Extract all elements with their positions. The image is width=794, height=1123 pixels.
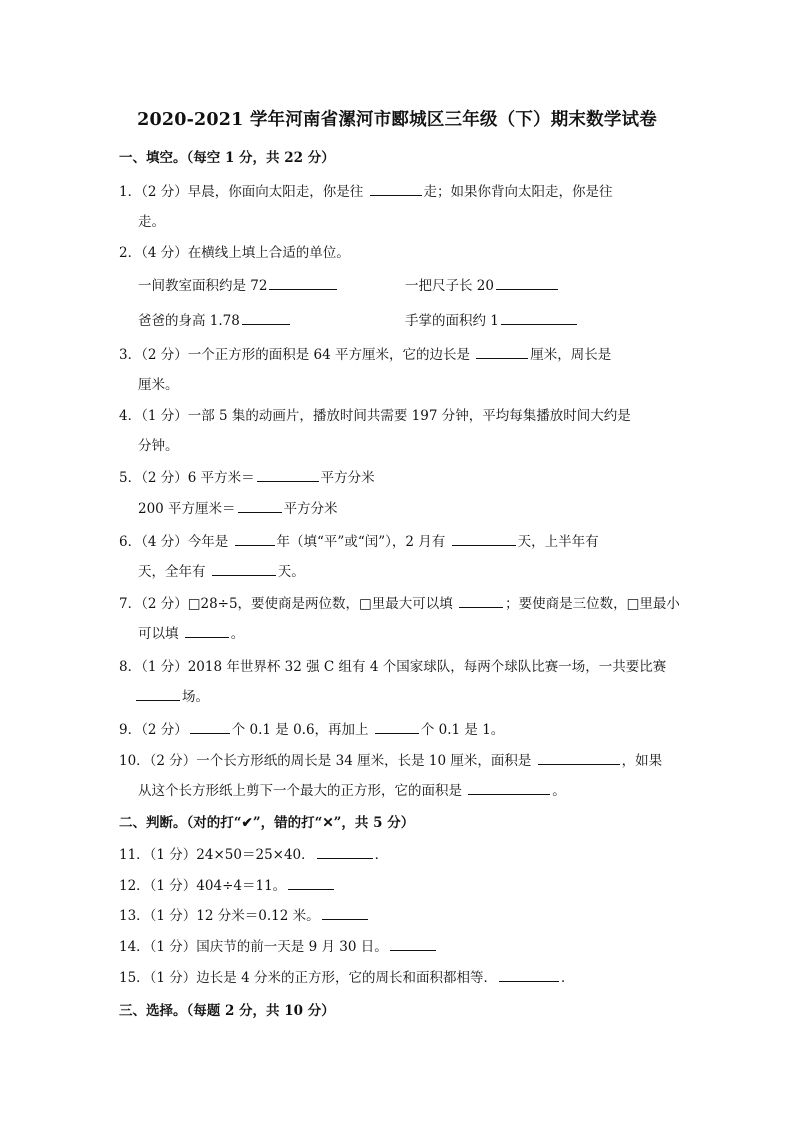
question-text: 爸爸的身高 1.78 [138,313,240,329]
question-9 [119,718,504,738]
question-text: 厘米，周长是 [530,347,612,363]
question-text: 200 平方厘米＝ [138,501,236,517]
question-text: 8．（1 分）2018 年世界杯 32 强 C 组有 4 个国家球队，每两个球队比赛一场，一共要比赛 [119,659,667,675]
answer-blank[interactable] [317,846,373,859]
question-text: 2．（4 分）在横线上填上合适的单位。 [119,245,350,261]
question-8 [119,655,666,675]
question-10-cont [138,779,566,799]
section-true-false [119,811,414,831]
question-text: 5．（2 分）6 平方米＝ [119,470,255,486]
question-3-cont [138,373,179,393]
question-4-cont [138,434,179,454]
question-13 [119,904,370,924]
question-text: 10．（2 分）一个长方形纸的周长是 34 厘米，长是 10 厘米，面积是 [119,753,532,769]
answer-blank[interactable] [136,688,180,701]
section-title: 一、填空。 [119,150,187,166]
question-6-cont [138,560,305,580]
question-text: 从这个长方形纸上剪下一个最大的正方形，它的面积是 [138,783,462,799]
question-text: 手掌的面积约 1 [405,313,499,329]
question-text: 12．（1 分）404÷4＝11。 [119,878,287,894]
question-text: 6．（4 分）今年是 [119,534,229,550]
answer-blank[interactable] [242,312,290,325]
answer-blank[interactable] [459,595,503,608]
question-text: 平方分米 [320,470,375,486]
question-text: 个 0.1 是 0.6，再加上 [231,722,369,738]
question-text: 1．（2 分）早晨，你面向太阳走，你是往 [119,184,364,200]
answer-blank[interactable] [185,625,229,638]
answer-blank[interactable] [468,782,550,795]
question-text: 4．（1 分）一部 5 集的动画片，播放时间共需要 197 分钟，平均每集播放时间大约是 [119,408,631,424]
question-2-row2-left [138,309,292,329]
question-3 [119,343,611,363]
question-text: ． [374,847,389,863]
answer-blank[interactable] [499,969,559,982]
answer-blank[interactable] [190,721,230,734]
answer-blank[interactable] [375,721,419,734]
question-7-cont [138,622,244,642]
question-1 [119,180,613,200]
question-text: 天，上半年有 [517,534,599,550]
section-scoring: （对的打“✔”，错的打“✕”，共 5 分） [186,815,415,831]
answer-blank[interactable] [322,907,368,920]
answer-blank[interactable] [370,183,422,196]
question-12 [119,874,336,894]
question-text: 走。 [138,214,165,230]
answer-blank[interactable] [501,312,577,325]
question-text: 15．（1 分）边长是 4 分米的正方形，它的周长和面积都相等． [119,970,497,986]
question-text: 厘米。 [138,377,179,393]
question-text: 分钟。 [138,438,179,454]
question-text: 。 [552,783,566,799]
section-multiple-choice [119,999,335,1019]
question-text: 14．（1 分）国庆节的前一天是 9 月 30 日。 [119,939,388,955]
question-text: 9．（2 分） [119,722,188,738]
question-5-part2 [138,497,338,517]
question-text: 场。 [182,689,209,705]
question-4 [119,404,631,424]
question-text: 一间教室面积约是 72 [138,278,268,294]
question-text: 3．（2 分）一个正方形的面积是 64 平方厘米，它的边长是 [119,347,470,363]
answer-blank[interactable] [269,277,337,290]
question-text: 年（填“平”或“闰”），2 月有 [276,534,446,550]
section-title: 二、判断。 [119,815,187,831]
question-2-row2-right [405,309,579,329]
question-text: 天。 [277,564,305,580]
answer-blank[interactable] [288,877,334,890]
question-text: 天，全年有 [138,564,206,580]
answer-blank[interactable] [538,752,620,765]
section-fill-in [119,146,335,166]
question-2-row1-right [405,274,560,294]
answer-blank[interactable] [390,938,436,951]
question-text: ． [560,970,575,986]
answer-blank[interactable] [496,277,558,290]
answer-blank[interactable] [257,469,319,482]
answer-blank[interactable] [212,563,276,576]
question-5 [119,466,375,486]
question-8-cont [134,685,209,705]
question-text: 走；如果你背向太阳走，你是往 [423,184,613,200]
question-text: 一把尺子长 20 [405,278,494,294]
question-11 [119,843,388,863]
question-text: 可以填 [138,626,179,642]
question-text: 7．（2 分）□28÷5，要使商是两位数，□里最大可以填 [119,596,453,612]
answer-blank[interactable] [452,533,516,546]
question-text: 13．（1 分）12 分米＝0.12 米。 [119,908,320,924]
question-6 [119,530,599,550]
question-7 [119,592,680,612]
page-title: 2020-2021 学年河南省漯河市郾城区三年级（下）期末数学试卷 [137,110,657,130]
question-text: 平方分米 [283,501,338,517]
question-14 [119,935,438,955]
section-scoring: （每题 2 分，共 10 分） [186,1003,335,1019]
question-text: ，如果 [621,753,663,769]
section-title: 三、选择。 [119,1003,187,1019]
section-scoring: （每空 1 分，共 22 分） [186,150,335,166]
question-text: 个 0.1 是 1。 [420,722,505,738]
question-2-row1-left [138,274,339,294]
answer-blank[interactable] [235,533,275,546]
question-text: ；要使商是三位数，□里最小 [505,596,680,612]
question-2 [119,241,350,261]
question-text: 。 [230,626,245,642]
answer-blank[interactable] [476,346,528,359]
answer-blank[interactable] [238,500,282,513]
question-text: 11．（1 分）24×50＝25×40． [119,847,315,863]
question-15 [119,966,574,986]
question-1-cont [138,210,165,230]
question-10 [119,749,662,769]
